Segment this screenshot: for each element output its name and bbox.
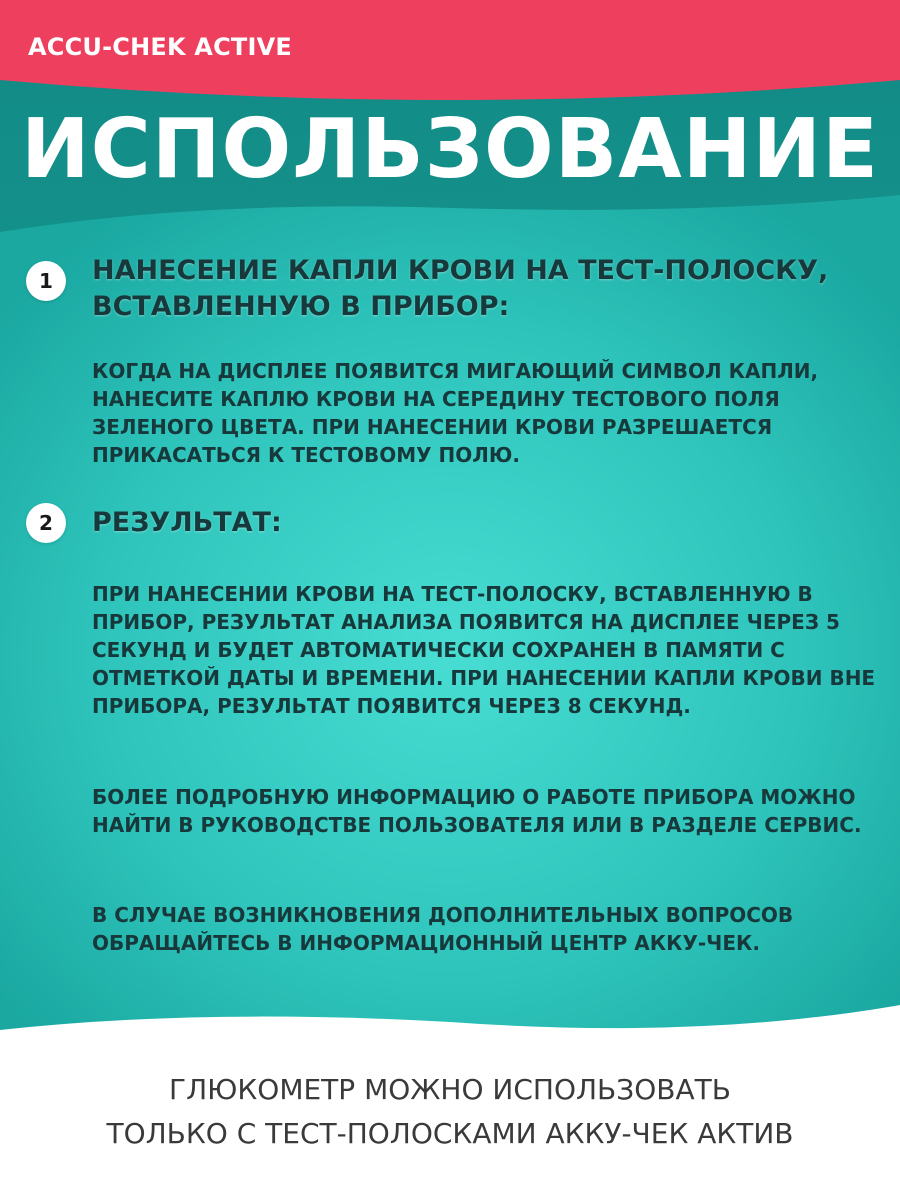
step-2-paragraph-more-info: БОЛЕЕ ПОДРОБНУЮ ИНФОРМАЦИЮ О РАБОТЕ ПРИБОРА МОЖНО НАЙТИ В РУКОВОДСТВЕ ПОЛЬЗОВАТЕЛЯ ИЛИ В РАЗДЕЛЕ СЕРВИС. [92,785,862,837]
step-2-heading: РЕЗУЛЬТАТ: [92,507,282,538]
step-1-heading: НАНЕСЕНИЕ КАПЛИ КРОВИ НА ТЕСТ-ПОЛОСКУ, ВСТАВЛЕННУЮ В ПРИБОР: [92,255,829,322]
footer-line-2: ТОЛЬКО С ТЕСТ-ПОЛОСКАМИ АККУ-ЧЕК АКТИВ [106,1117,794,1150]
step-2-paragraph-result: ПРИ НАНЕСЕНИИ КРОВИ НА ТЕСТ-ПОЛОСКУ, ВСТАВЛЕННУЮ В ПРИБОР, РЕЗУЛЬТАТ АНАЛИЗА ПОЯВИТСЯ НА ДИСПЛЕЕ ЧЕРЕЗ 5 СЕКУНД И БУДЕТ АВТОМАТИЧЕСКИ СОХРАНЕН В ПАМЯТИ С ОТМЕТКОЙ ДАТЫ И ВРЕМЕНИ. ПРИ НАНЕСЕНИИ КАПЛИ КРОВИ ВНЕ ПРИБОРА, РЕЗУЛЬТАТ ПОЯВИТСЯ ЧЕРЕЗ 8 СЕКУНД. [92,582,876,718]
step-2-paragraph-contact: В СЛУЧАЕ ВОЗНИКНОВЕНИЯ ДОПОЛНИТЕЛЬНЫХ ВОПРОСОВ ОБРАЩАЙТЕСЬ В ИНФОРМАЦИОННЫЙ ЦЕНТР АККУ-ЧЕК. [92,903,794,955]
brand-label: ACCU-CHEK ACTIVE [28,33,292,61]
footer-note [0,1068,900,1156]
footer-line-1: ГЛЮКОМЕТР МОЖНО ИСПОЛЬЗОВАТЬ [169,1073,731,1106]
step-2-number-badge: 2 [26,503,66,543]
step-1-number-badge: 1 [26,261,66,301]
page-title: ИСПОЛЬЗОВАНИЕ [21,102,879,197]
step-1-paragraph: КОГДА НА ДИСПЛЕЕ ПОЯВИТСЯ МИГАЮЩИЙ СИМВОЛ КАПЛИ, НАНЕСИТЕ КАПЛЮ КРОВИ НА СЕРЕДИНУ ТЕСТОВОГО ПОЛЯ ЗЕЛЕНОГО ЦВЕТА. ПРИ НАНЕСЕНИИ КРОВИ РАЗРЕШАЕТСЯ ПРИКАСАТЬСЯ К ТЕСТОВОМУ ПОЛЮ. [92,359,819,467]
